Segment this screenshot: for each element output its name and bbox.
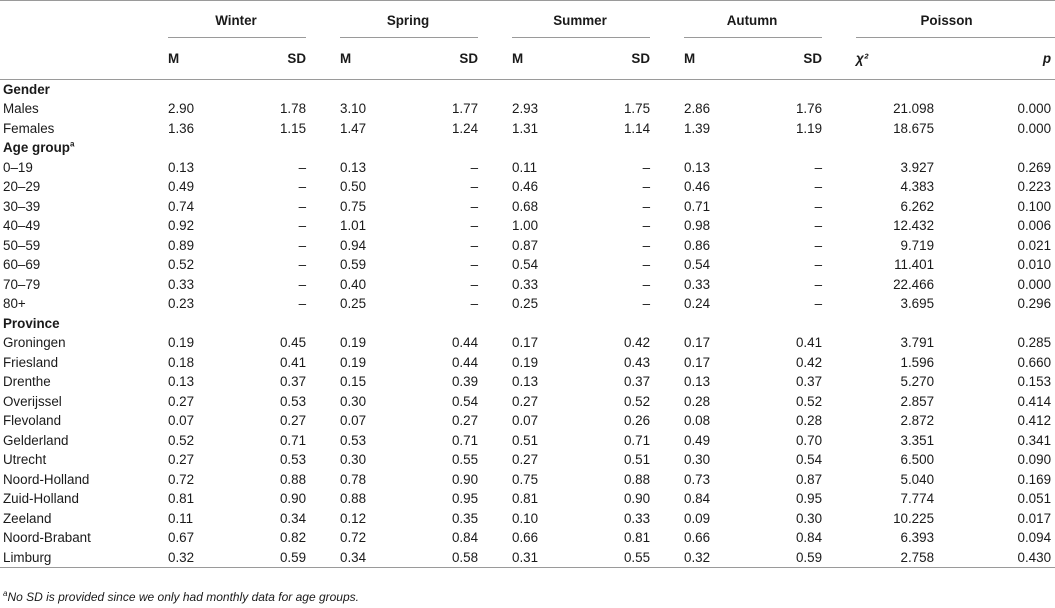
cell-sd: 0.41 [795, 335, 823, 351]
table-row [0, 509, 1055, 529]
cell-sd: – [814, 257, 823, 273]
cell-mean: 0.32 [168, 549, 195, 565]
cell-mean: 0.68 [512, 198, 539, 214]
cell-sd: 0.71 [623, 432, 651, 448]
cell-sd: – [470, 198, 479, 214]
cell-mean: 0.13 [340, 159, 367, 175]
cell-mean: 0.23 [168, 296, 195, 312]
row-label: Drenthe [3, 374, 51, 390]
cell-chi-square: 5.040 [900, 471, 935, 487]
cell-mean: 0.34 [340, 549, 367, 565]
cell-sd: 0.90 [451, 471, 479, 487]
cell-mean: 0.19 [168, 335, 195, 351]
cell-sd: 0.35 [451, 510, 479, 526]
cell-sd: – [298, 237, 307, 253]
cell-p: 0.285 [1017, 335, 1052, 351]
cell-chi-square: 18.675 [893, 120, 935, 136]
cell-sd: – [814, 218, 823, 234]
row-label: Females [3, 120, 55, 136]
cell-chi-square: 3.695 [900, 296, 935, 312]
cell-p: 0.430 [1017, 549, 1052, 565]
cell-mean: 0.66 [684, 530, 711, 546]
section-title [0, 80, 1055, 100]
cell-sd: 0.84 [795, 530, 823, 546]
cell-mean: 0.18 [168, 354, 195, 370]
row-label: 30–39 [3, 198, 41, 214]
cell-chi-square: 2.857 [900, 393, 935, 409]
cell-sd: – [814, 296, 823, 312]
cell-p: 0.000 [1017, 120, 1052, 136]
cell-mean: 0.81 [512, 491, 539, 507]
cell-mean: 0.51 [512, 432, 539, 448]
cell-mean: 0.30 [684, 452, 711, 468]
section-title [0, 314, 1055, 334]
header-sd: SD [287, 51, 307, 67]
cell-sd: 0.33 [623, 510, 651, 526]
cell-chi-square: 3.791 [900, 335, 935, 351]
cell-mean: 0.46 [684, 179, 711, 195]
cell-mean: 0.08 [684, 413, 711, 429]
cell-p: 0.412 [1017, 413, 1052, 429]
cell-mean: 0.27 [512, 393, 539, 409]
cell-chi-square: 1.596 [900, 354, 935, 370]
cell-mean: 0.81 [168, 491, 195, 507]
cell-mean: 2.93 [512, 101, 539, 117]
cell-mean: 0.46 [512, 179, 539, 195]
header-sd: SD [459, 51, 479, 67]
cell-sd: – [642, 198, 651, 214]
cell-sd: – [470, 276, 479, 292]
table-row [0, 275, 1055, 295]
cell-p: 0.017 [1017, 510, 1052, 526]
cell-sd: 0.27 [451, 413, 479, 429]
cell-sd: 0.82 [279, 530, 307, 546]
cell-mean: 0.19 [340, 335, 367, 351]
footnote-marker: a [3, 589, 8, 598]
table-row [0, 548, 1055, 568]
cell-sd: 1.14 [623, 120, 651, 136]
table-row [0, 236, 1055, 256]
cell-sd: – [470, 179, 479, 195]
table-row [0, 99, 1055, 119]
cell-mean: 0.07 [340, 413, 367, 429]
cell-sd: 0.37 [279, 374, 307, 390]
cell-mean: 0.13 [512, 374, 539, 390]
cell-sd: – [814, 198, 823, 214]
table-row [0, 333, 1055, 353]
cell-chi-square: 6.393 [900, 530, 935, 546]
cell-chi-square: 10.225 [893, 510, 935, 526]
header-poisson: Poisson [838, 1, 1055, 39]
row-label: Zuid-Holland [3, 491, 79, 507]
cell-sd: 0.71 [279, 432, 307, 448]
cell-mean: 0.27 [168, 393, 195, 409]
row-label: Zeeland [3, 510, 52, 526]
cell-mean: 0.49 [684, 432, 711, 448]
cell-mean: 0.84 [684, 491, 711, 507]
cell-sd: – [298, 159, 307, 175]
cell-mean: 0.72 [168, 471, 195, 487]
cell-mean: 0.19 [512, 354, 539, 370]
cell-sd: 0.81 [623, 530, 651, 546]
row-label: 40–49 [3, 218, 41, 234]
header-winter: Winter [150, 1, 322, 39]
cell-sd: 0.30 [795, 510, 823, 526]
cell-sd: 0.42 [623, 335, 651, 351]
cell-mean: 1.01 [340, 218, 367, 234]
cell-sd: – [642, 159, 651, 175]
cell-mean: 0.27 [168, 452, 195, 468]
cell-mean: 1.00 [512, 218, 539, 234]
cell-mean: 0.07 [512, 413, 539, 429]
row-label: Noord-Brabant [3, 530, 91, 546]
cell-p: 0.051 [1017, 491, 1052, 507]
header-sd: SD [803, 51, 823, 67]
cell-mean: 0.13 [684, 159, 711, 175]
cell-chi-square: 2.872 [900, 413, 935, 429]
cell-sd: – [470, 296, 479, 312]
cell-sd: 0.87 [795, 471, 823, 487]
cell-mean: 1.47 [340, 120, 367, 136]
cell-chi-square: 21.098 [893, 101, 935, 117]
cell-sd: 0.41 [279, 354, 307, 370]
cell-sd: 0.59 [279, 549, 307, 565]
table-row [0, 158, 1055, 178]
header-row-seasons [0, 1, 1055, 39]
row-label: 70–79 [3, 276, 41, 292]
cell-sd: – [298, 198, 307, 214]
cell-mean: 0.66 [512, 530, 539, 546]
cell-sd: 0.90 [623, 491, 651, 507]
cell-mean: 0.17 [684, 354, 711, 370]
section-header-row [0, 138, 1055, 158]
cell-chi-square: 3.927 [900, 159, 935, 175]
cell-sd: 0.45 [279, 335, 307, 351]
cell-mean: 0.73 [684, 471, 711, 487]
cell-mean: 0.78 [340, 471, 367, 487]
cell-mean: 0.15 [340, 374, 367, 390]
cell-mean: 0.54 [684, 257, 711, 273]
header-empty [0, 1, 150, 39]
cell-mean: 0.98 [684, 218, 711, 234]
cell-mean: 0.10 [512, 510, 539, 526]
cell-sd: – [814, 179, 823, 195]
cell-sd: 0.84 [451, 530, 479, 546]
cell-sd: 1.15 [279, 120, 307, 136]
cell-sd: 1.75 [623, 101, 651, 117]
cell-sd: 0.54 [451, 393, 479, 409]
cell-mean: 0.25 [340, 296, 367, 312]
cell-mean: 0.11 [168, 510, 194, 526]
header-m: M [340, 51, 352, 67]
cell-mean: 0.86 [684, 237, 711, 253]
cell-mean: 0.25 [512, 296, 539, 312]
cell-mean: 0.17 [684, 335, 711, 351]
cell-mean: 2.86 [684, 101, 711, 117]
table-row [0, 528, 1055, 548]
cell-p: 0.223 [1017, 179, 1052, 195]
cell-mean: 1.31 [512, 120, 539, 136]
cell-sd: 0.52 [795, 393, 823, 409]
cell-mean: 0.32 [684, 549, 711, 565]
chi-square-label: χ² [856, 51, 869, 67]
row-label: Gelderland [3, 432, 69, 448]
cell-mean: 0.27 [512, 452, 539, 468]
cell-sd: – [298, 179, 307, 195]
cell-mean: 0.40 [340, 276, 367, 292]
table-row [0, 450, 1055, 470]
cell-sd: 0.43 [623, 354, 651, 370]
cell-sd: 1.77 [451, 101, 479, 117]
header-chi-square [838, 39, 950, 80]
cell-sd: 0.55 [451, 452, 479, 468]
table-row [0, 392, 1055, 412]
cell-mean: 0.75 [340, 198, 367, 214]
cell-chi-square: 11.401 [894, 257, 935, 273]
header-m: M [512, 51, 524, 67]
footnote-text: No SD is provided since we only had monthly data for age groups. [7, 590, 359, 604]
cell-sd: – [298, 296, 307, 312]
cell-mean: 3.10 [340, 101, 367, 117]
cell-mean: 0.53 [340, 432, 367, 448]
table-row [0, 177, 1055, 197]
table-row [0, 294, 1055, 314]
section-title-text: Gender [3, 82, 50, 97]
cell-sd: – [298, 276, 307, 292]
cell-mean: 0.19 [340, 354, 367, 370]
cell-mean: 0.94 [340, 237, 367, 253]
cell-chi-square: 12.432 [893, 218, 935, 234]
cell-p: 0.006 [1017, 218, 1052, 234]
cell-mean: 0.87 [512, 237, 539, 253]
cell-sd: 0.44 [451, 335, 479, 351]
cell-mean: 0.33 [684, 276, 711, 292]
cell-sd: – [642, 276, 651, 292]
table-row [0, 255, 1055, 275]
table-row [0, 216, 1055, 236]
cell-p: 0.341 [1017, 432, 1052, 448]
cell-p: 0.090 [1017, 452, 1052, 468]
cell-mean: 0.31 [512, 549, 539, 565]
header-m: M [168, 51, 180, 67]
row-label: 60–69 [3, 257, 41, 273]
table-row [0, 489, 1055, 509]
row-label: Friesland [3, 354, 59, 370]
cell-mean: 2.90 [168, 101, 195, 117]
cell-p: 0.000 [1017, 276, 1052, 292]
cell-sd: – [814, 237, 823, 253]
cell-sd: – [642, 296, 651, 312]
cell-mean: 0.54 [512, 257, 539, 273]
table-body [0, 80, 1055, 568]
cell-chi-square: 7.774 [900, 491, 935, 507]
cell-sd: 0.55 [623, 549, 651, 565]
cell-chi-square: 22.466 [893, 276, 935, 292]
cell-sd: 0.88 [279, 471, 307, 487]
cell-sd: 0.44 [451, 354, 479, 370]
cell-sd: 0.71 [451, 432, 479, 448]
header-m: M [684, 51, 696, 67]
cell-mean: 0.24 [684, 296, 711, 312]
header-row-stats [0, 39, 1055, 80]
cell-sd: 0.37 [623, 374, 651, 390]
cell-sd: 0.42 [795, 354, 823, 370]
cell-sd: – [470, 257, 479, 273]
cell-p: 0.414 [1017, 393, 1052, 409]
row-label: Flevoland [3, 413, 62, 429]
cell-chi-square: 6.500 [900, 452, 935, 468]
cell-mean: 1.36 [168, 120, 195, 136]
cell-sd: – [814, 159, 823, 175]
table-row [0, 411, 1055, 431]
cell-p: 0.010 [1017, 257, 1052, 273]
cell-p: 0.021 [1017, 237, 1052, 253]
row-label: Overijssel [3, 393, 62, 409]
cell-mean: 0.12 [340, 510, 367, 526]
row-label: 80+ [3, 296, 26, 312]
table-row [0, 431, 1055, 451]
cell-sd: 0.37 [795, 374, 823, 390]
header-spring: Spring [322, 1, 494, 39]
cell-mean: 0.89 [168, 237, 195, 253]
cell-sd: 0.51 [623, 452, 651, 468]
cell-sd: – [470, 159, 479, 175]
section-title [0, 138, 1055, 158]
cell-sd: – [642, 237, 651, 253]
table-row [0, 353, 1055, 373]
section-title-sup: a [69, 139, 75, 149]
section-title-text: Age group [3, 140, 70, 156]
cell-sd: 0.70 [795, 432, 823, 448]
cell-p: 0.660 [1017, 354, 1052, 370]
cell-mean: 0.59 [340, 257, 367, 273]
cell-mean: 0.33 [512, 276, 539, 292]
cell-mean: 0.30 [340, 393, 367, 409]
cell-mean: 0.11 [512, 159, 538, 175]
cell-mean: 0.07 [168, 413, 195, 429]
footnote [3, 590, 359, 604]
cell-mean: 1.39 [684, 120, 711, 136]
cell-sd: – [298, 257, 307, 273]
cell-mean: 0.71 [684, 198, 711, 214]
cell-sd: 0.28 [795, 413, 823, 429]
header-summer: Summer [494, 1, 666, 39]
cell-sd: 0.53 [279, 452, 307, 468]
row-label: Utrecht [3, 452, 47, 468]
table-row [0, 470, 1055, 490]
table-row [0, 197, 1055, 217]
row-label: Groningen [3, 335, 66, 351]
section-header-row [0, 80, 1055, 100]
cell-mean: 0.33 [168, 276, 195, 292]
cell-sd: 0.59 [795, 549, 823, 565]
table-row [0, 372, 1055, 392]
cell-sd: 0.54 [795, 452, 823, 468]
cell-sd: – [814, 276, 823, 292]
cell-chi-square: 2.758 [900, 549, 935, 565]
cell-mean: 0.30 [340, 452, 367, 468]
cell-sd: 0.95 [795, 491, 823, 507]
cell-mean: 0.75 [512, 471, 539, 487]
cell-sd: 0.88 [623, 471, 651, 487]
cell-p: 0.153 [1017, 374, 1052, 390]
cell-p: 0.169 [1017, 471, 1052, 487]
cell-sd: – [642, 218, 651, 234]
cell-sd: – [470, 218, 479, 234]
cell-mean: 0.17 [512, 335, 539, 351]
cell-chi-square: 4.383 [900, 179, 935, 195]
cell-sd: 0.52 [623, 393, 651, 409]
cell-mean: 0.50 [340, 179, 367, 195]
row-label: Noord-Holland [3, 471, 90, 487]
cell-sd: 0.58 [451, 549, 479, 565]
cell-mean: 0.88 [340, 491, 367, 507]
cell-chi-square: 6.262 [900, 198, 935, 214]
cell-sd: 1.19 [795, 120, 823, 136]
cell-sd: 0.27 [279, 413, 307, 429]
section-title-text: Province [3, 315, 60, 331]
cell-mean: 0.09 [684, 510, 711, 526]
header-autumn: Autumn [666, 1, 838, 39]
header-empty [0, 39, 150, 80]
row-label: Limburg [3, 549, 52, 565]
cell-mean: 0.13 [684, 374, 711, 390]
row-label: 0–19 [3, 159, 33, 175]
cell-p: 0.100 [1017, 198, 1052, 214]
cell-p: 0.296 [1017, 296, 1052, 312]
table-row [0, 119, 1055, 139]
cell-mean: 0.28 [684, 393, 711, 409]
cell-mean: 0.74 [168, 198, 195, 214]
cell-mean: 0.52 [168, 432, 195, 448]
cell-p: 0.000 [1017, 101, 1052, 117]
cell-sd: – [470, 237, 479, 253]
cell-mean: 0.49 [168, 179, 195, 195]
row-label: 20–29 [3, 179, 41, 195]
p-label: p [1042, 51, 1052, 67]
cell-mean: 0.13 [168, 159, 195, 175]
cell-sd: 1.78 [279, 101, 307, 117]
cell-sd: 0.26 [623, 413, 651, 429]
cell-sd: – [642, 257, 651, 273]
cell-chi-square: 9.719 [900, 237, 935, 253]
cell-mean: 0.52 [168, 257, 195, 273]
cell-sd: 0.90 [279, 491, 307, 507]
cell-sd: 1.76 [795, 101, 823, 117]
cell-mean: 0.92 [168, 218, 195, 234]
cell-p: 0.094 [1017, 530, 1052, 546]
cell-sd: 1.24 [451, 120, 479, 136]
cell-sd: – [642, 179, 651, 195]
cell-mean: 0.13 [168, 374, 195, 390]
cell-sd: 0.53 [279, 393, 307, 409]
header-sd: SD [631, 51, 651, 67]
row-label: Males [3, 101, 39, 117]
row-label: 50–59 [3, 237, 41, 253]
cell-chi-square: 5.270 [900, 374, 935, 390]
cell-sd: 0.34 [279, 510, 307, 526]
cell-sd: 0.39 [451, 374, 479, 390]
section-header-row [0, 314, 1055, 334]
cell-sd: 0.95 [451, 491, 479, 507]
cell-sd: – [298, 218, 307, 234]
header-p [950, 39, 1055, 80]
cell-p: 0.269 [1017, 159, 1052, 175]
cell-mean: 0.72 [340, 530, 367, 546]
cell-mean: 0.67 [168, 530, 195, 546]
cell-chi-square: 3.351 [900, 432, 935, 448]
